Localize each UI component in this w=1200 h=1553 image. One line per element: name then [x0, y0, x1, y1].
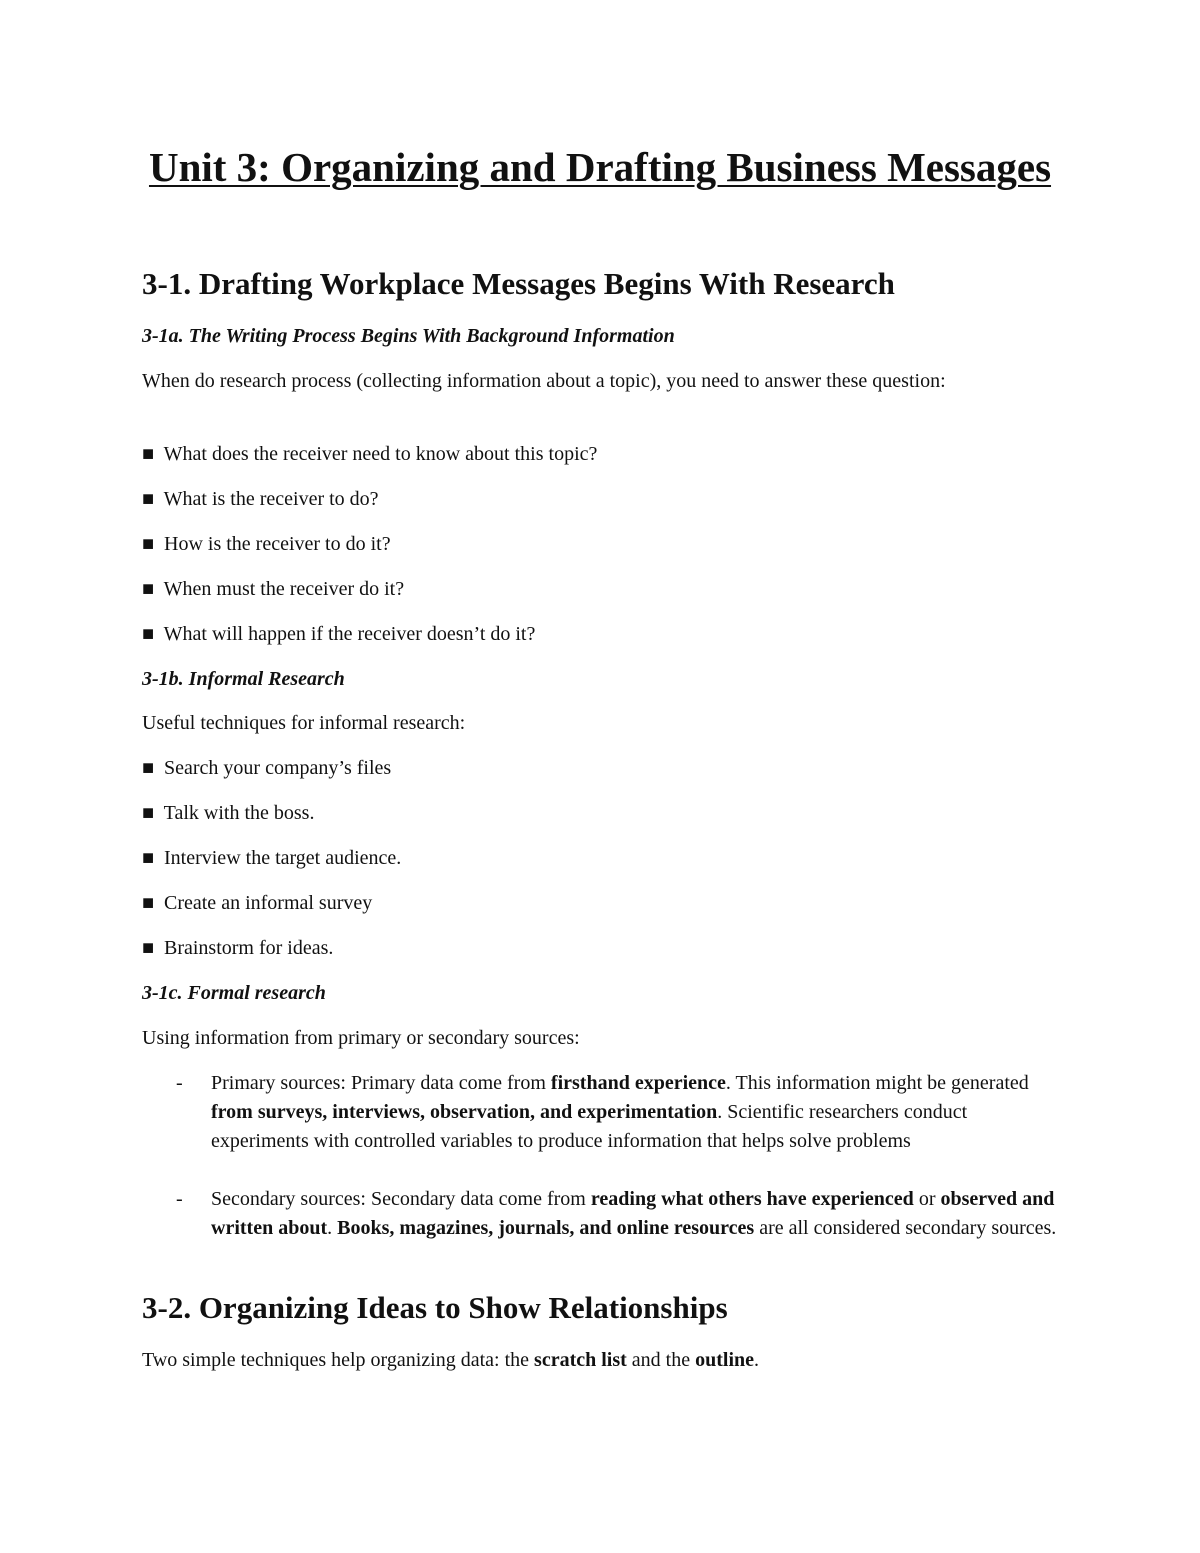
list-item-text: Brainstorm for ideas. — [164, 937, 334, 959]
list-item — [142, 799, 314, 828]
text-run: Secondary sources: Secondary data come from — [211, 1188, 591, 1210]
bold-run: observed and written about — [211, 1188, 1055, 1239]
paragraph-research-intro: When do research process (collecting information about a topic), you need to answer these question: — [142, 370, 946, 392]
text-run: . — [754, 1349, 760, 1371]
list-item-text: Interview the target audience. — [164, 847, 402, 869]
bullet-mark: ■ — [142, 847, 155, 869]
text-run: . — [327, 1217, 338, 1239]
bullet-mark: ■ — [142, 578, 155, 600]
bullet-mark: ■ — [142, 757, 155, 779]
section-heading-3-1: 3-1. Drafting Workplace Messages Begins With Research — [142, 266, 895, 301]
list-item-text — [211, 1185, 1062, 1243]
bullet-mark: ■ — [142, 623, 155, 645]
subsection-heading-3-1c: 3-1c. Formal research — [142, 982, 326, 1004]
list-item-secondary-sources — [142, 1185, 1062, 1243]
bold-run: from surveys, interviews, observation, and experimentation — [211, 1101, 718, 1123]
list-item — [142, 620, 535, 649]
bullet-mark: ■ — [142, 488, 155, 510]
list-item-text — [211, 1069, 1062, 1156]
text-run: Two simple techniques help organizing data: the — [142, 1349, 535, 1371]
section-heading-3-2: 3-2. Organizing Ideas to Show Relationships — [142, 1290, 728, 1325]
paragraph-formal-intro: Using information from primary or secondary sources: — [142, 1027, 580, 1049]
bold-run: reading what others have experienced — [590, 1188, 914, 1210]
subsection-heading-3-1b: 3-1b. Informal Research — [142, 668, 345, 690]
bold-run: scratch list — [534, 1349, 627, 1371]
dash-mark: - — [176, 1188, 183, 1210]
bullet-mark: ■ — [142, 443, 155, 465]
list-item — [142, 934, 333, 963]
list-item — [142, 754, 391, 783]
text-run: Primary sources: Primary data come from — [211, 1072, 551, 1094]
bullet-mark: ■ — [142, 802, 155, 824]
list-item-text: What is the receiver to do? — [163, 488, 379, 510]
list-item-text: What will happen if the receiver doesn’t do it? — [163, 623, 536, 645]
text-run: and the — [626, 1349, 696, 1371]
bold-run: firsthand experience — [550, 1072, 726, 1094]
list-item — [142, 889, 372, 918]
list-item — [142, 575, 404, 604]
text-run: . Scientific researchers conduct experiments with controlled variables to produce information that helps solve problems — [211, 1101, 968, 1152]
subsection-heading-3-1a: 3-1a. The Writing Process Begins With Background Information — [142, 325, 675, 347]
list-item-text: Search your company’s files — [164, 757, 392, 779]
paragraph-organizing-intro — [142, 1346, 1042, 1375]
list-item-text: How is the receiver to do it? — [164, 533, 391, 555]
text-run: . This information might be generated — [725, 1072, 1029, 1094]
list-item — [142, 485, 379, 514]
list-item — [142, 530, 391, 559]
document-title: Unit 3: Organizing and Drafting Business Messages — [148, 144, 1052, 190]
list-item — [142, 440, 597, 469]
bullet-mark: ■ — [142, 892, 155, 914]
text-run: are all considered secondary sources. — [754, 1217, 1057, 1239]
list-item-primary-sources — [142, 1069, 1062, 1156]
list-item-text: What does the receiver need to know about this topic? — [163, 443, 598, 465]
list-item-text: Talk with the boss. — [163, 802, 315, 824]
list-item-text: When must the receiver do it? — [163, 578, 405, 600]
bullet-mark: ■ — [142, 533, 155, 555]
bold-run: Books, magazines, journals, and online resources — [337, 1217, 755, 1239]
dash-mark: - — [176, 1072, 183, 1094]
list-item — [142, 844, 401, 873]
paragraph-informal-intro: Useful techniques for informal research: — [142, 712, 466, 734]
bullet-mark: ■ — [142, 937, 155, 959]
text-run: or — [913, 1188, 941, 1210]
bold-run: outline — [695, 1349, 755, 1371]
list-item-text: Create an informal survey — [164, 892, 373, 914]
